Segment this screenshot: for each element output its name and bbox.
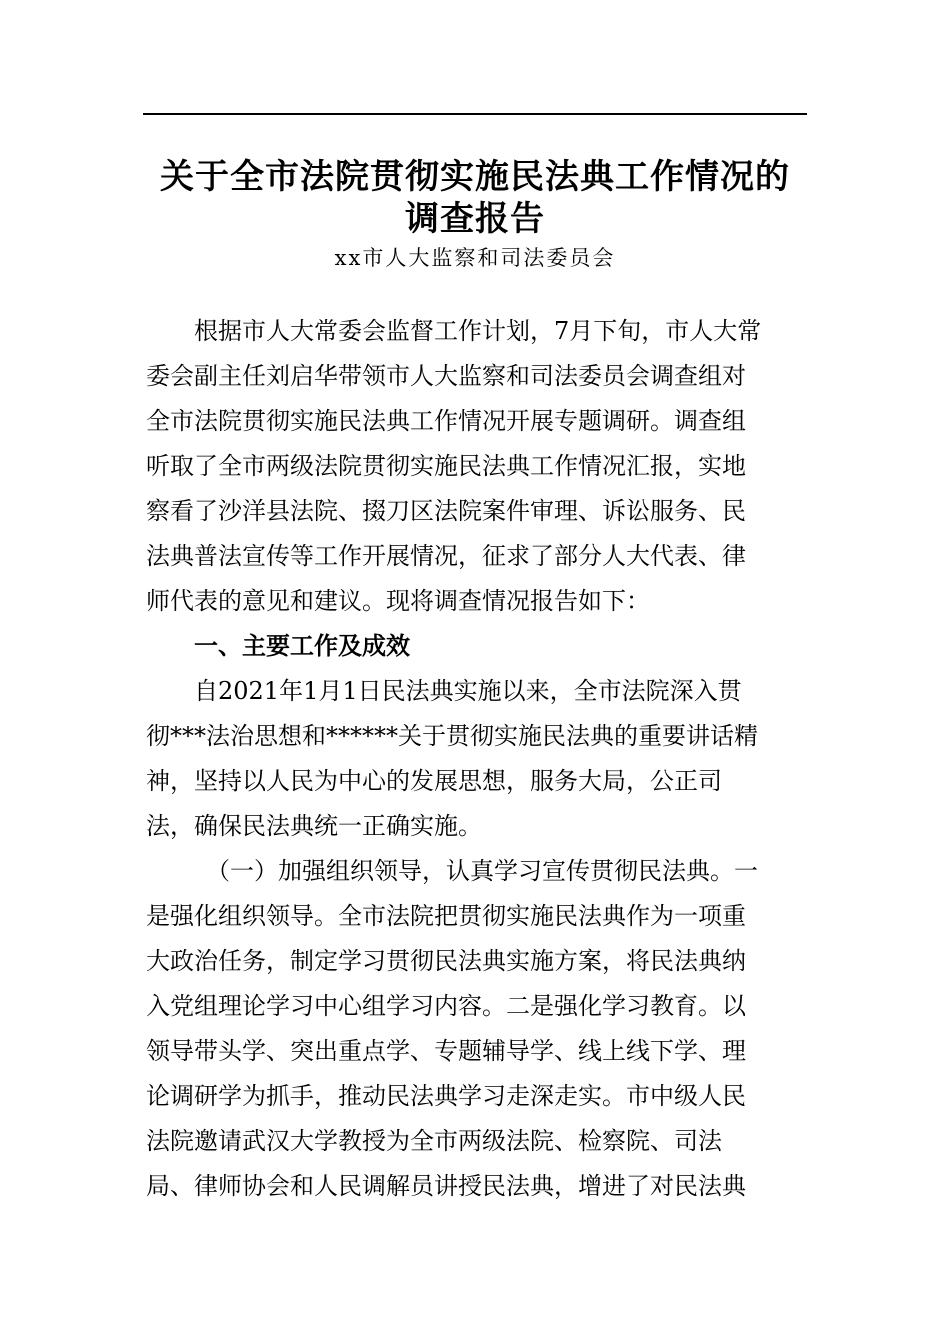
subsection1-line: 论调研学为抓手，推动民法典学习走深走实。市中级人民 <box>146 1082 746 1110</box>
subsection1-line: 法院邀请武汉大学教授为全市两级法院、检察院、司法 <box>146 1127 722 1155</box>
intro-line: 委会副主任刘启华带领市人大监察和司法委员会调查组对 <box>146 362 746 390</box>
document-author: xx市人大监察和司法委员会 <box>334 246 616 270</box>
section1-line: 彻***法治思想和******关于贯彻实施民法典的重要讲话精 <box>146 722 758 750</box>
intro-line: 法典普法宣传等工作开展情况，征求了部分人大代表、律 <box>146 542 746 570</box>
document-title-line-2: 调查报告 <box>405 199 545 239</box>
intro-line: 全市法院贯彻实施民法典工作情况开展专题调研。调查组 <box>146 407 746 435</box>
intro-line: 察看了沙洋县法院、掇刀区法院案件审理、诉讼服务、民 <box>146 497 746 525</box>
intro-line: 师代表的意见和建议。现将调查情况报告如下： <box>146 587 650 615</box>
section-heading: 一、主要工作及成效 <box>194 632 410 660</box>
section1-line: 神，坚持以人民为中心的发展思想，服务大局，公正司 <box>146 767 722 795</box>
subsection1-line: （一）加强组织领导，认真学习宣传贯彻民法典。一 <box>206 857 758 885</box>
subsection1-line: 局、律师协会和人民调解员讲授民法典，增进了对民法典 <box>146 1172 746 1200</box>
header-rule <box>143 113 807 115</box>
section1-line: 自2021年1月1日民法典实施以来，全市法院深入贯 <box>194 677 742 705</box>
section1-line: 法，确保民法典统一正确实施。 <box>146 812 482 840</box>
subsection1-line: 入党组理论学习中心组学习内容。二是强化学习教育。以 <box>146 992 746 1020</box>
document-title-line-1: 关于全市法院贯彻实施民法典工作情况的 <box>160 157 790 197</box>
subsection1-line: 是强化组织领导。全市法院把贯彻实施民法典作为一项重 <box>146 902 746 930</box>
intro-line: 听取了全市两级法院贯彻实施民法典工作情况汇报，实地 <box>146 452 746 480</box>
intro-line: 根据市人大常委会监督工作计划，7月下旬，市人大常 <box>194 317 762 345</box>
subsection1-line: 大政治任务，制定学习贯彻民法典实施方案，将民法典纳 <box>146 947 746 975</box>
subsection1-line: 领导带头学、突出重点学、专题辅导学、线上线下学、理 <box>146 1037 746 1065</box>
